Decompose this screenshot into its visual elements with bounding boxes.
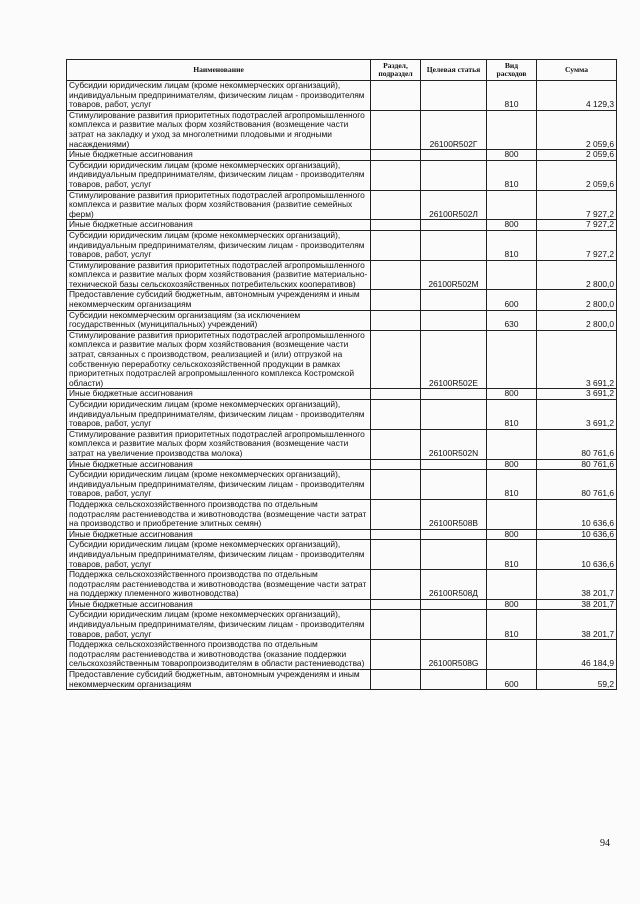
cell-section	[371, 230, 421, 260]
table-row	[67, 150, 617, 161]
cell-section	[371, 330, 421, 389]
cell-sum: 10 636,6	[537, 540, 617, 570]
cell-target	[421, 310, 487, 330]
cell-target	[421, 670, 487, 690]
cell-name: Иные бюджетные ассигнования	[67, 150, 371, 161]
header-name: Наименование	[67, 60, 371, 81]
cell-target	[421, 81, 487, 111]
cell-name: Иные бюджетные ассигнования	[67, 220, 371, 231]
cell-section	[371, 160, 421, 190]
cell-name: Иные бюджетные ассигнования	[67, 459, 371, 470]
cell-target	[421, 150, 487, 161]
cell-kind	[487, 110, 537, 149]
cell-name: Иные бюджетные ассигнования	[67, 389, 371, 400]
table-row	[67, 599, 617, 610]
cell-sum: 38 201,7	[537, 599, 617, 610]
cell-sum: 80 761,6	[537, 429, 617, 459]
cell-sum: 4 129,3	[537, 81, 617, 111]
cell-kind: 810	[487, 160, 537, 190]
table-row	[67, 470, 617, 500]
table-row	[67, 160, 617, 190]
table-row	[67, 190, 617, 220]
cell-section	[371, 290, 421, 310]
cell-name: Субсидии юридическим лицам (кроме некоммерческих организаций), индивидуальным предпринимателям, физическим лицам - производителям товаров, работ, услуг	[67, 400, 371, 430]
budget-table	[66, 59, 617, 690]
cell-sum: 7 927,2	[537, 230, 617, 260]
cell-kind: 810	[487, 540, 537, 570]
cell-kind: 800	[487, 459, 537, 470]
cell-kind	[487, 190, 537, 220]
cell-kind: 800	[487, 599, 537, 610]
cell-section	[371, 499, 421, 529]
cell-kind	[487, 260, 537, 290]
cell-kind: 600	[487, 290, 537, 310]
page-number: 94	[600, 838, 610, 849]
cell-kind: 810	[487, 81, 537, 111]
cell-sum: 10 636,6	[537, 499, 617, 529]
cell-sum: 10 636,6	[537, 529, 617, 540]
cell-kind: 800	[487, 389, 537, 400]
cell-kind	[487, 330, 537, 389]
table-row	[67, 540, 617, 570]
cell-kind	[487, 429, 537, 459]
cell-target	[421, 459, 487, 470]
cell-kind: 800	[487, 529, 537, 540]
cell-sum: 3 691,2	[537, 330, 617, 389]
cell-sum: 7 927,2	[537, 190, 617, 220]
cell-target	[421, 470, 487, 500]
cell-name: Иные бюджетные ассигнования	[67, 529, 371, 540]
cell-kind: 810	[487, 230, 537, 260]
cell-name: Субсидии некоммерческим организациям (за исключением государственных (муниципальных) учреждений)	[67, 310, 371, 330]
table-row	[67, 499, 617, 529]
table-row	[67, 290, 617, 310]
cell-target: 26100R502Г	[421, 110, 487, 149]
table-row	[67, 220, 617, 231]
cell-name: Стимулирование развития приоритетных подотраслей агропромышленного комплекса и развитие малых форм хозяйствования (возмещение части затрат на увеличение производства молока)	[67, 429, 371, 459]
table-header	[67, 60, 617, 81]
cell-target	[421, 160, 487, 190]
table-row	[67, 670, 617, 690]
cell-name: Иные бюджетные ассигнования	[67, 599, 371, 610]
cell-kind: 600	[487, 670, 537, 690]
cell-sum: 2 800,0	[537, 290, 617, 310]
table-row	[67, 230, 617, 260]
cell-target	[421, 230, 487, 260]
table-row	[67, 529, 617, 540]
table-row	[67, 110, 617, 149]
cell-kind: 810	[487, 470, 537, 500]
cell-section	[371, 610, 421, 640]
cell-kind: 810	[487, 400, 537, 430]
cell-sum: 80 761,6	[537, 459, 617, 470]
cell-section	[371, 81, 421, 111]
cell-sum: 38 201,7	[537, 570, 617, 600]
cell-name: Субсидии юридическим лицам (кроме некоммерческих организаций), индивидуальным предпринимателям, физическим лицам - производителям товаров, работ, услуг	[67, 160, 371, 190]
cell-kind	[487, 570, 537, 600]
cell-kind: 810	[487, 610, 537, 640]
table-row	[67, 640, 617, 670]
cell-sum: 46 184,9	[537, 640, 617, 670]
cell-sum: 2 059,6	[537, 150, 617, 161]
cell-sum: 2 059,6	[537, 160, 617, 190]
cell-section	[371, 389, 421, 400]
cell-sum: 38 201,7	[537, 610, 617, 640]
cell-target	[421, 540, 487, 570]
cell-sum: 59,2	[537, 670, 617, 690]
cell-sum: 3 691,2	[537, 400, 617, 430]
cell-kind: 800	[487, 220, 537, 231]
cell-name: Субсидии юридическим лицам (кроме некоммерческих организаций), индивидуальным предпринимателям, физическим лицам - производителям товаров, работ, услуг	[67, 81, 371, 111]
cell-section	[371, 260, 421, 290]
table-row	[67, 400, 617, 430]
cell-section	[371, 540, 421, 570]
cell-kind	[487, 640, 537, 670]
table-row	[67, 610, 617, 640]
cell-name: Поддержка сельскохозяйственного производства по отдельным подотраслям растениеводства и животноводства (возмещение части затрат на поддержку племенного животноводства)	[67, 570, 371, 600]
cell-name: Предоставление субсидий бюджетным, автономным учреждениям и иным некоммерческим организациям	[67, 290, 371, 310]
cell-kind: 800	[487, 150, 537, 161]
cell-section	[371, 529, 421, 540]
cell-section	[371, 599, 421, 610]
table-row	[67, 429, 617, 459]
cell-section	[371, 310, 421, 330]
cell-sum: 2 800,0	[537, 310, 617, 330]
cell-target: 26100R502Е	[421, 330, 487, 389]
table-row	[67, 330, 617, 389]
cell-kind: 630	[487, 310, 537, 330]
cell-name: Субсидии юридическим лицам (кроме некоммерческих организаций), индивидуальным предпринимателям, физическим лицам - производителям товаров, работ, услуг	[67, 230, 371, 260]
cell-name: Субсидии юридическим лицам (кроме некоммерческих организаций), индивидуальным предпринимателям, физическим лицам - производителям товаров, работ, услуг	[67, 470, 371, 500]
cell-section	[371, 150, 421, 161]
cell-target: 26100R508Д	[421, 570, 487, 600]
cell-section	[371, 220, 421, 231]
table-row	[67, 260, 617, 290]
cell-section	[371, 470, 421, 500]
cell-target	[421, 400, 487, 430]
cell-sum: 7 927,2	[537, 220, 617, 231]
cell-section	[371, 429, 421, 459]
table-row	[67, 570, 617, 600]
cell-target	[421, 290, 487, 310]
cell-name: Поддержка сельскохозяйственного производства по отдельным подотраслям растениеводства и животноводства (возмещение части затрат на производство и приобретение элитных семян)	[67, 499, 371, 529]
cell-target	[421, 220, 487, 231]
cell-target	[421, 610, 487, 640]
cell-target	[421, 599, 487, 610]
cell-sum: 80 761,6	[537, 470, 617, 500]
cell-section	[371, 190, 421, 220]
cell-target	[421, 529, 487, 540]
cell-name: Субсидии юридическим лицам (кроме некоммерческих организаций), индивидуальным предпринимателям, физическим лицам - производителям товаров, работ, услуг	[67, 610, 371, 640]
table-body	[67, 81, 617, 690]
cell-name: Предоставление субсидий бюджетным, автономным учреждениям и иным некоммерческим организациям	[67, 670, 371, 690]
cell-target: 26100R502N	[421, 429, 487, 459]
cell-target: 26100R508G	[421, 640, 487, 670]
table-row	[67, 310, 617, 330]
cell-name: Стимулирование развития приоритетных подотраслей агропромышленного комплекса и развитие малых форм хозяйствования (возмещение части затрат на закладку и уход за многолетними плодовыми и ягодными насаждениями)	[67, 110, 371, 149]
cell-section	[371, 570, 421, 600]
cell-target: 26100R502Л	[421, 190, 487, 220]
cell-section	[371, 459, 421, 470]
header-kind: Вид расходов	[487, 60, 537, 81]
cell-section	[371, 400, 421, 430]
cell-target: 26100R502М	[421, 260, 487, 290]
cell-sum: 2 059,6	[537, 110, 617, 149]
cell-target	[421, 389, 487, 400]
header-sum: Сумма	[537, 60, 617, 81]
table-row	[67, 389, 617, 400]
table-row	[67, 459, 617, 470]
table-row	[67, 81, 617, 111]
cell-section	[371, 640, 421, 670]
cell-name: Стимулирование развития приоритетных подотраслей агропромышленного комплекса и развитие малых форм хозяйствования (возмещение части затрат, связанных с производством, реализацией и (или) отгрузкой на собственную переработку сельскохозяйственной продукции в рамках приоритетных подотраслей агропромышленного комплекса Костромской области)	[67, 330, 371, 389]
header-section: Раздел, подраздел	[371, 60, 421, 81]
cell-name: Поддержка сельскохозяйственного производства по отдельным подотраслям растениеводства и животноводства (оказание поддержки сельскохозяйственным товаропроизводителям в области растениеводства)	[67, 640, 371, 670]
header-target: Целевая статья	[421, 60, 487, 81]
cell-kind	[487, 499, 537, 529]
cell-name: Стимулирование развития приоритетных подотраслей агропромышленного комплекса и развитие малых форм хозяйствования (развитие семейных ферм)	[67, 190, 371, 220]
cell-name: Субсидии юридическим лицам (кроме некоммерческих организаций), индивидуальным предпринимателям, физическим лицам - производителям товаров, работ, услуг	[67, 540, 371, 570]
cell-name: Стимулирование развития приоритетных подотраслей агропромышленного комплекса и развитие малых форм хозяйствования (развитие материально-технической базы сельскохозяйственных потребительских кооперативов)	[67, 260, 371, 290]
cell-sum: 2 800,0	[537, 260, 617, 290]
cell-section	[371, 110, 421, 149]
cell-section	[371, 670, 421, 690]
cell-target: 26100R508В	[421, 499, 487, 529]
cell-sum: 3 691,2	[537, 389, 617, 400]
